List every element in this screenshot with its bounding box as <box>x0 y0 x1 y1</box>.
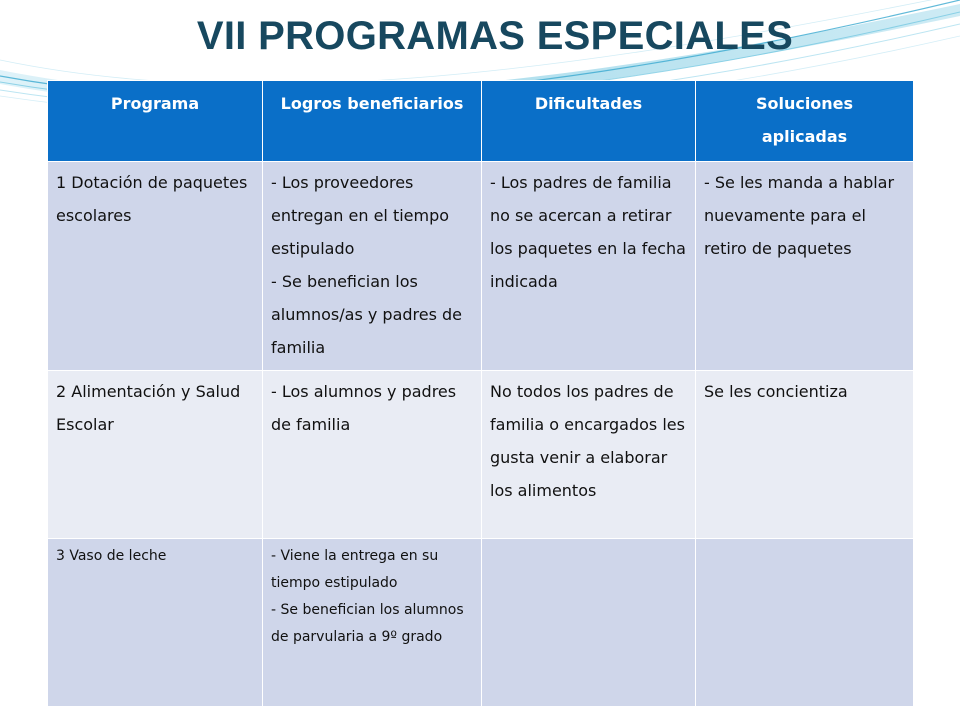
logros-item: - Se benefician los alumnos/as y padres de familia <box>271 272 463 357</box>
header-dificultades: Dificultades <box>482 81 696 162</box>
cell-logros: - Los alumnos y padres de familia <box>263 371 482 539</box>
header-programa: Programa <box>48 81 263 162</box>
cell-programa: 1 Dotación de paquetes escolares <box>48 162 263 371</box>
header-logros: Logros beneficiarios <box>263 81 482 162</box>
cell-logros <box>263 539 482 707</box>
logros-item: - Viene la entrega en su tiempo estipulado <box>271 548 439 591</box>
cell-soluciones: - Se les manda a hablar nuevamente para el retiro de paquetes <box>696 162 914 371</box>
logros-item: - Los proveedores entregan en el tiempo estipulado <box>271 173 450 258</box>
table-row <box>48 371 914 539</box>
cell-programa: 3 Vaso de leche <box>48 539 263 707</box>
cell-dificultades: No todos los padres de familia o encargados les gusta venir a elaborar los alimentos <box>482 371 696 539</box>
programs-table <box>47 80 914 707</box>
cell-dificultades: - Los padres de familia no se acercan a retirar los paquetes en la fecha indicada <box>482 162 696 371</box>
header-soluciones-line1: Soluciones <box>755 94 854 113</box>
logros-item: - Se benefician los alumnos de parvularia a 9º grado <box>271 602 464 645</box>
header-soluciones <box>696 81 914 162</box>
cell-soluciones: Se les concientiza <box>696 371 914 539</box>
cell-soluciones <box>696 539 914 707</box>
cell-logros <box>263 162 482 371</box>
table-header-row <box>48 81 914 162</box>
header-soluciones-line2: aplicadas <box>761 127 848 146</box>
table-row <box>48 539 914 707</box>
table-row <box>48 162 914 371</box>
cell-dificultades <box>482 539 696 707</box>
slide-title: VII PROGRAMAS ESPECIALES <box>196 14 794 58</box>
cell-programa: 2 Alimentación y Salud Escolar <box>48 371 263 539</box>
